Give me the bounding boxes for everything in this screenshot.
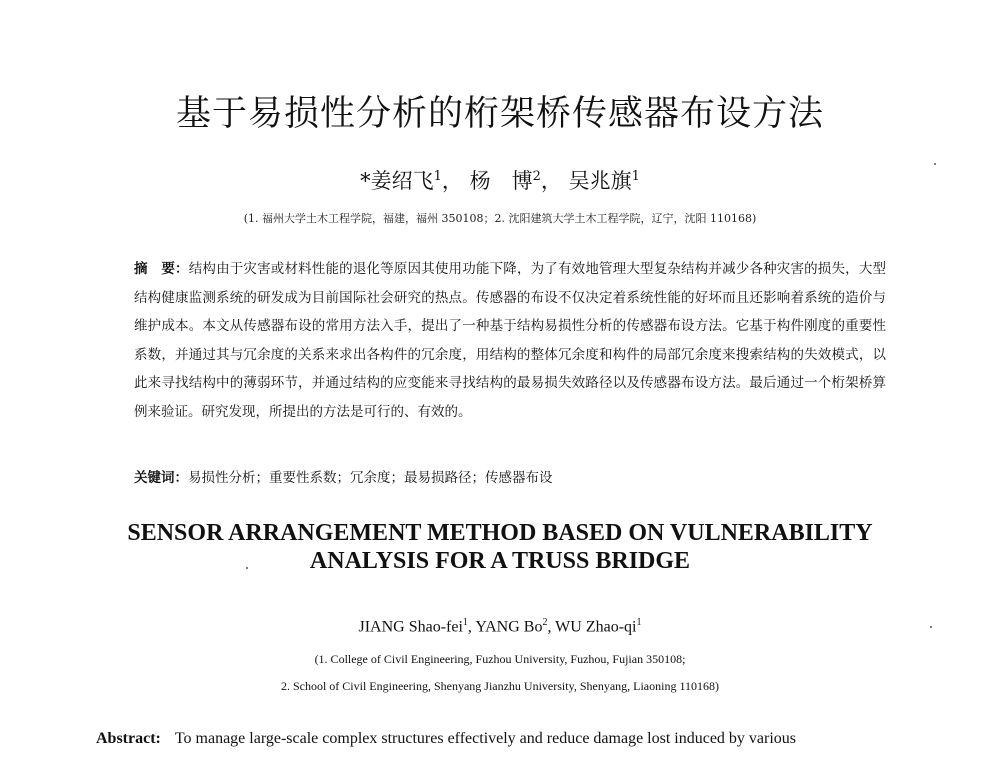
author-affil-index: 1 [433, 169, 442, 184]
author-name: JIANG Shao-fei [358, 618, 463, 636]
chinese-affiliation: (1. 福州大学土木工程学院，福建，福州 350108；2. 沈阳建筑大学土木工程学院，辽宁，沈阳 110168) [243, 212, 757, 225]
chinese-keywords-label: 关键词： [134, 470, 188, 486]
chinese-title: 基于易损性分析的桁架桥传感器布设方法 [175, 94, 824, 134]
author-affil-index: 1 [462, 617, 468, 628]
chinese-abstract [134, 255, 886, 426]
author-name: *姜绍飞 [360, 169, 434, 193]
english-title [0, 519, 1000, 575]
author-separator: , [547, 618, 556, 636]
english-abstract-text: To manage large-scale complex structures effectively and reduce damage lost induced by various [174, 730, 797, 747]
author-affil-index: 1 [631, 169, 640, 184]
scan-speck [934, 163, 936, 165]
author-separator: ， [540, 169, 562, 193]
author-affil-index: 1 [636, 617, 642, 628]
english-title-line: SENSOR ARRANGEMENT METHOD BASED ON VULNERABILITY [127, 520, 873, 546]
chinese-abstract-text: 结构由于灾害或材料性能的退化等原因其使用功能下降，为了有效地管理大型复杂结构并减少各种灾害的损失，大型结构健康监测系统的研发成为目前国际社会研究的热点。传感器的布设不仅决定着系统性能的好坏而且还影响着系统的造价与维护成本。本文从传感器布设的常用方法入手，提出了一种基于结构易损性分析的传感器布设方法。它基于构件刚度的重要性系数，并通过其与冗余度的关系来求出各构件的冗余度，用结构的整体冗余度和构件的局部冗余度来搜索结构的失效模式，以此来寻找结构中的薄弱环节，并通过结构的应变能来寻找结构的最易损失效路径以及传感器布设方法。最后通过一个桁架桥算例来验证。研究发现，所提出的方法是可行的、有效的。 [134, 261, 887, 420]
english-affiliation-line: 2. School of Civil Engineering, Shenyang Jianzhu University, Shenyang, Liaoning 110168) [280, 679, 720, 693]
english-abstract [96, 730, 912, 748]
chinese-authors [0, 165, 1000, 195]
english-affiliation-line: (1. College of Civil Engineering, Fuzhou University, Fuzhou, Fujian 350108; [314, 652, 686, 666]
author-separator: ， [441, 169, 463, 193]
scan-speck [246, 567, 248, 569]
english-abstract-label: Abstract: [96, 730, 161, 747]
chinese-abstract-label: 摘 要： [134, 261, 189, 277]
author-name: WU Zhao-qi [555, 618, 637, 636]
chinese-keywords-text: 易损性分析；重要性系数；冗余度；最易损路径；传感器布设 [188, 470, 553, 486]
chinese-keywords [134, 466, 886, 486]
scan-speck [930, 626, 932, 628]
author-name: 杨 博 [469, 169, 533, 193]
author-name: 吴兆旗 [568, 169, 632, 193]
english-authors [0, 617, 1000, 636]
author-name: YANG Bo [475, 618, 543, 636]
author-separator: , [467, 618, 476, 636]
author-affil-index: 2 [532, 169, 541, 184]
author-affil-index: 2 [542, 617, 548, 628]
english-title-line: ANALYSIS FOR A TRUSS BRIDGE [309, 548, 691, 574]
